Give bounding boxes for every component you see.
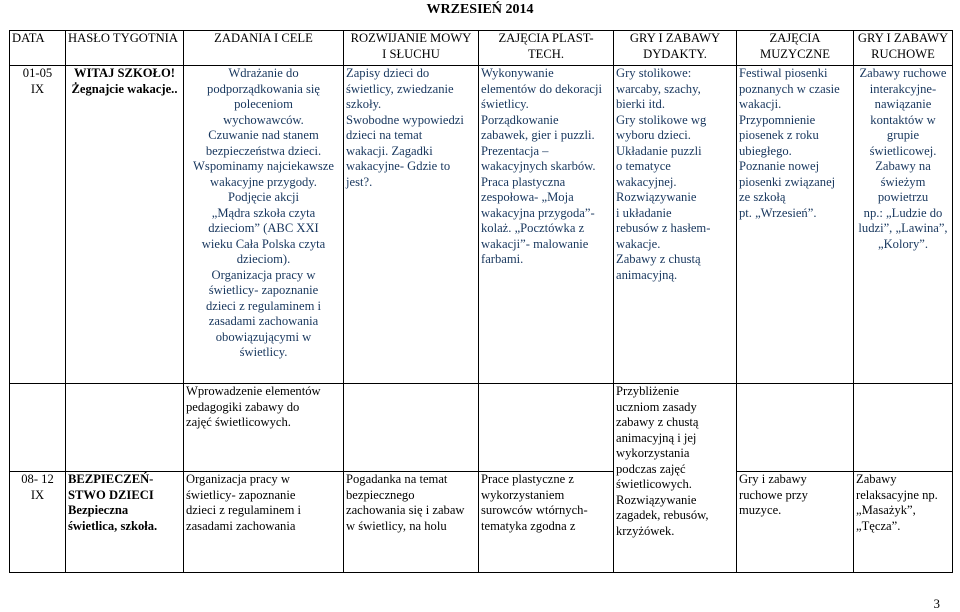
header-speech: ROZWIJANIE MOWY I SŁUCHU <box>344 31 479 66</box>
week-1-extra-tasks: Wprowadzenie elementów pedagogiki zabawy do zajęć świetlicowych. <box>184 384 344 472</box>
week-2-date: 08- 12 IX <box>10 472 66 573</box>
header-movement-games: GRY I ZABAWY RUCHOWE <box>854 31 953 66</box>
header-motto: HASŁO TYGOTNIA <box>66 31 184 66</box>
week-1-speech: Zapisy dzieci do świetlicy, zwiedzanie szkoły. Swobodne wypowiedzi dzieci na temat wakacji. Zagadki wakacyjne- Gdzie to jest?. <box>344 66 479 384</box>
header-date: DATA <box>10 31 66 66</box>
week-1-motto: WITAJ SZKOŁO! Żegnajcie wakacje.. <box>66 66 184 384</box>
week-1-date: 01-05 IX <box>10 66 66 384</box>
week-1-extra-games: Przybliżenie uczniom zasady zabawy z chustą animacyjną i jej wykorzystania podczas zajęć świetlicowych. Rozwiązywanie zagadek, rebusów, krzyżówek. <box>614 384 737 573</box>
week-2-music: Gry i zabawy ruchowe przy muzyce. <box>737 472 854 573</box>
week-2-tasks: Organizacja pracy w świetlicy- zapoznanie dzieci z regulaminem i zasadami zachowania <box>184 472 344 573</box>
header-didactic-games: GRY I ZABAWY DYDAKTY. <box>614 31 737 66</box>
week-1-didactic-games: Gry stolikowe: warcaby, szachy, bierki itd. Gry stolikowe wg wyboru dzieci. Układanie puzzli o tematyce wakacyjnej. Rozwiązywanie i układanie rebusów z hasłem- wakacje. Zabawy z chustą animacyjną. <box>614 66 737 384</box>
page-number: 3 <box>933 596 940 611</box>
header-row <box>10 31 953 66</box>
week-1-music: Festiwal piosenki poznanych w czasie wakacji. Przypomnienie piosenek z roku ubiegłego. Poznanie nowej piosenki związanej ze szkołą pt. „Wrzesień”. <box>737 66 854 384</box>
week-1-row <box>10 66 953 384</box>
week-1-movement-games: Zabawy ruchowe interakcyjne- nawiązanie kontaktów w grupie świetlicowej. Zabawy na świeżym powietrzu np.: „Ludzie do ludzi”, „Lawina”, „Kolory”. <box>854 66 953 384</box>
week-1-art: Wykonywanie elementów do dekoracji świetlicy. Porządkowanie zabawek, gier i puzzli. Prezentacja – wakacyjnych skarbów. Praca plastyczna zespołowa- „Moja wakacyjna przygoda”- kolaż. „Pocztówka z wakacji”- malowanie farbami. <box>479 66 614 384</box>
header-music: ZAJĘCIA MUZYCZNE <box>737 31 854 66</box>
weekly-plan-table <box>9 30 953 573</box>
header-tasks: ZADANIA I CELE <box>184 31 344 66</box>
week-2-row <box>10 472 953 573</box>
week-1-tasks: Wdrażanie do podporządkowania się poleceniom wychowawców. Czuwanie nad stanem bezpieczeństwa dzieci. Wspominamy najciekawsze wakacyjne przygody. Podjęcie akcji „Mądra szkoła czyta dzieciom” (ABC XXI wieku Cała Polska czyta dzieciom). Organizacja pracy w świetlicy- zapoznanie dzieci z regulaminem i zasadami zachowania obowiązującymi w świetlicy. <box>184 66 344 384</box>
page-title: WRZESIEŃ 2014 <box>426 2 534 17</box>
week-1-extra-row <box>10 384 953 472</box>
week-2-movement-games: Zabawy relaksacyjne np. „Masażyk”, „Tęcza”. <box>854 472 953 573</box>
week-2-motto: BEZPIECZEŃ- STWO DZIECI Bezpieczna świetlica, szkoła. <box>66 472 184 573</box>
week-2-speech: Pogadanka na temat bezpiecznego zachowania się i zabaw w świetlicy, na holu <box>344 472 479 573</box>
header-art: ZAJĘCIA PLAST- TECH. <box>479 31 614 66</box>
week-2-art: Prace plastyczne z wykorzystaniem surowców wtórnych- tematyka zgodna z <box>479 472 614 573</box>
